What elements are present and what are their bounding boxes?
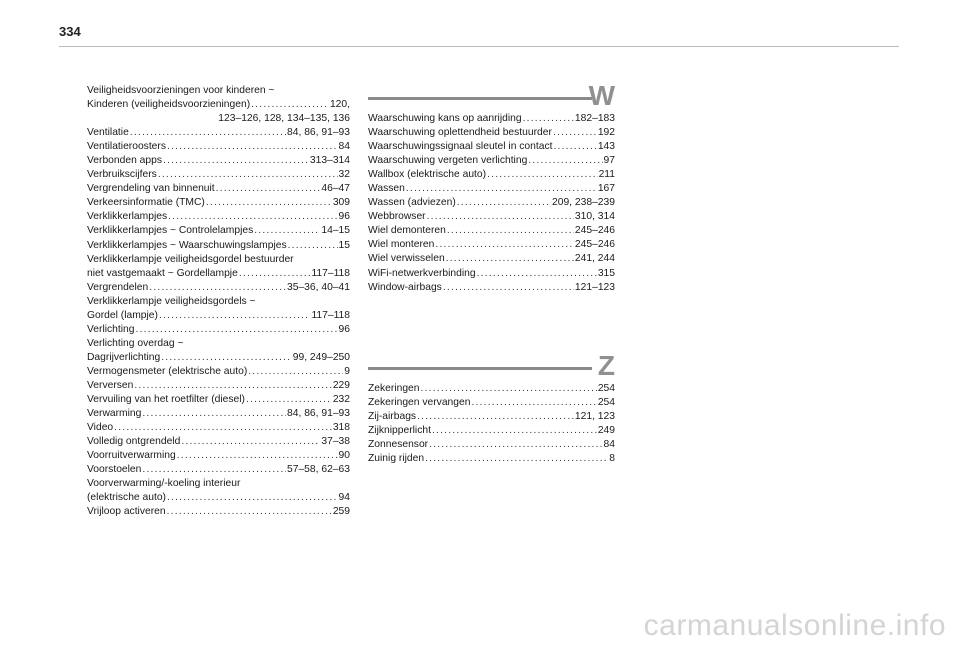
index-entry-term: Waarschuwingssignaal sleutel in contact xyxy=(368,141,553,153)
index-entry-row xyxy=(368,112,615,126)
index-entry xyxy=(368,224,615,238)
index-entry-row xyxy=(368,396,615,410)
dot-leader xyxy=(142,463,286,477)
index-entry-row xyxy=(368,238,615,252)
index-entry-heading: Verlichting overdag ~ xyxy=(87,337,184,349)
index-entry-term: Verwarming xyxy=(87,408,142,420)
index-entry-row xyxy=(368,267,615,281)
index-entry-pages: 94 xyxy=(338,492,350,504)
index-entry-row xyxy=(368,281,615,295)
index-entry-term: Zekeringen vervangen xyxy=(368,397,471,409)
index-entry-pages: 241, 244 xyxy=(574,253,615,265)
dot-leader xyxy=(167,140,338,154)
index-entry-pages: 9 xyxy=(344,365,350,377)
index-entry-row xyxy=(87,379,350,393)
dot-leader xyxy=(528,154,602,168)
index-entry xyxy=(87,463,350,477)
index-entry-pages: 90 xyxy=(338,450,350,462)
index-entry xyxy=(368,168,615,182)
index-entry xyxy=(368,281,615,295)
index-entry-term: Voorruitverwarming xyxy=(87,450,176,462)
index-entry xyxy=(368,154,615,168)
index-entry-pages: 318 xyxy=(332,422,350,434)
index-entry-term: niet vastgemaakt ~ Gordellampje xyxy=(87,267,238,279)
index-entry-term: Vervuiling van het roetfilter (diesel) xyxy=(87,394,245,406)
section-rule xyxy=(368,97,592,100)
section-header-z xyxy=(368,350,615,380)
index-entry-pages: 84 xyxy=(603,439,615,451)
index-entry-term: Zuinig rijden xyxy=(368,453,425,465)
index-entry xyxy=(87,239,350,253)
index-entry xyxy=(87,449,350,463)
index-entry-pages: 96 xyxy=(338,323,350,335)
index-entry-pages: 57–58, 62–63 xyxy=(287,464,350,476)
index-entry-term: Zij-airbags xyxy=(368,411,417,423)
dot-leader xyxy=(523,112,574,126)
index-entry-pages: 84, 86, 91–93 xyxy=(287,127,350,139)
index-entry-term: Wallbox (elektrische auto) xyxy=(368,169,487,181)
index-entry-row xyxy=(87,351,350,365)
dot-leader xyxy=(216,182,321,196)
index-entry xyxy=(368,438,615,452)
index-entry-row xyxy=(87,239,350,253)
index-entry-term: Dagrijverlichting xyxy=(87,351,161,363)
index-entry-pages: 121–123 xyxy=(574,281,615,293)
dot-leader xyxy=(149,281,286,295)
index-section-w xyxy=(368,112,615,295)
index-entry-row xyxy=(87,154,350,168)
index-entry-pages: 182–183 xyxy=(574,113,615,124)
index-entry-term: Waarschuwing kans op aanrijding xyxy=(368,113,522,124)
index-entry-term: Verklikkerlampjes ~ Waarschuwingslampjes xyxy=(87,239,287,251)
index-entry-pages: 315 xyxy=(597,267,615,279)
index-entry-term: Vergrendeling van binnenuit xyxy=(87,183,215,195)
dot-leader xyxy=(471,396,596,410)
index-entry-row xyxy=(87,210,350,224)
index-entry-row xyxy=(368,452,615,466)
index-entry-row xyxy=(87,267,350,281)
index-entry xyxy=(368,396,615,410)
index-entry-pages: 229 xyxy=(332,379,350,391)
index-entry-pages: 37–38 xyxy=(321,436,350,448)
dot-leader xyxy=(167,491,338,505)
index-entry-term: Verversen xyxy=(87,379,134,391)
index-entry-term: Waarschuwing oplettendheid bestuurder xyxy=(368,127,552,139)
index-entry-row xyxy=(87,281,350,295)
index-entry xyxy=(87,435,350,449)
index-entry-pages: 313–314 xyxy=(309,155,350,167)
index-entry-pages: 8 xyxy=(609,453,615,465)
dot-leader xyxy=(254,224,320,238)
index-entry-term: Verklikkerlampjes ~ Controlelampjes xyxy=(87,225,254,237)
index-entry-term: Verlichting xyxy=(87,323,135,335)
index-entry-row xyxy=(87,435,350,449)
index-entry-row xyxy=(87,449,350,463)
index-entry-row xyxy=(368,140,615,154)
index-entry-term: Verkeersinformatie (TMC) xyxy=(87,197,205,209)
dot-leader xyxy=(477,267,597,281)
dot-leader xyxy=(417,410,574,424)
index-entry-term: Volledig ontgrendeld xyxy=(87,436,181,448)
dot-leader xyxy=(443,281,574,295)
index-entry-row xyxy=(368,410,615,424)
index-entry-row xyxy=(87,505,350,519)
index-entry-row xyxy=(368,252,615,266)
index-entry-row xyxy=(87,491,350,505)
index-entry-pages: 211 xyxy=(598,169,615,181)
index-entry-pages: 96 xyxy=(338,211,350,223)
index-entry-term: Video xyxy=(87,422,114,434)
index-entry-row xyxy=(368,438,615,452)
index-entry-row xyxy=(87,309,350,323)
index-entry xyxy=(368,424,615,438)
index-entry-term: Vrijloop activeren xyxy=(87,506,166,518)
index-entry-heading: Veiligheidsvoorzieningen voor kinderen ~ xyxy=(87,85,275,96)
index-entry-term: Zonnesensor xyxy=(368,439,429,451)
index-entry-pages: 249 xyxy=(597,425,615,437)
dot-leader xyxy=(159,309,310,323)
index-entry-row xyxy=(87,421,350,435)
index-entry-heading: Voorverwarming/-koeling interieur xyxy=(87,478,241,490)
index-entry-row xyxy=(87,126,350,140)
index-entry-term: WiFi-netwerkverbinding xyxy=(368,267,476,279)
index-entry-pages: 143 xyxy=(597,141,615,153)
index-entry-term: (elektrische auto) xyxy=(87,492,166,504)
index-entry-pages: 14–15 xyxy=(321,225,350,237)
index-entry-row xyxy=(368,424,615,438)
index-entry xyxy=(368,210,615,224)
dot-leader xyxy=(406,182,597,196)
index-entry-pages: 99, 249–250 xyxy=(292,351,350,363)
index-entry xyxy=(87,210,350,224)
header-divider xyxy=(59,46,899,47)
index-entry-row xyxy=(368,126,615,140)
index-entry xyxy=(368,252,615,266)
dot-leader xyxy=(181,435,320,449)
dot-leader xyxy=(435,238,574,252)
index-entry xyxy=(87,196,350,210)
index-entry-row xyxy=(87,224,350,238)
index-entry xyxy=(368,267,615,281)
dot-leader xyxy=(553,126,597,140)
index-entry-row xyxy=(87,365,350,379)
index-entry-row xyxy=(87,323,350,337)
index-entry-term: Window-airbags xyxy=(368,281,442,293)
index-entry xyxy=(368,140,615,154)
dot-leader xyxy=(134,379,331,393)
index-entry-row xyxy=(368,224,615,238)
index-column-left xyxy=(87,84,350,519)
index-entry-pages: 232 xyxy=(332,394,350,406)
index-entry-pages: 254 xyxy=(597,397,615,409)
index-entry-pages-continued: 123–126, 128, 134–135, 136 xyxy=(218,113,350,125)
dot-leader xyxy=(136,323,338,337)
dot-leader xyxy=(158,168,338,182)
dot-leader xyxy=(432,424,597,438)
dot-leader xyxy=(246,393,332,407)
dot-leader xyxy=(425,452,608,466)
dot-leader xyxy=(288,239,338,253)
index-entry-term: Verbruikscijfers xyxy=(87,169,157,181)
index-entry-pages: 97 xyxy=(603,155,615,167)
index-entry-pages: 192 xyxy=(597,127,615,139)
index-entry xyxy=(87,224,350,238)
index-entry xyxy=(87,337,350,365)
index-entry xyxy=(87,295,350,323)
index-entry xyxy=(87,253,350,281)
index-entry-term: Wiel demonteren xyxy=(368,225,446,237)
dot-leader xyxy=(161,351,291,365)
index-entry xyxy=(87,154,350,168)
index-entry-term: Wiel verwisselen xyxy=(368,253,445,265)
dot-leader xyxy=(553,140,596,154)
section-rule xyxy=(368,367,592,370)
index-entry-term: Webbrowser xyxy=(368,211,426,223)
index-entry-term: Wassen xyxy=(368,183,405,195)
index-entry-term: Ventilatie xyxy=(87,127,129,139)
dot-leader xyxy=(177,449,338,463)
index-entry xyxy=(368,238,615,252)
index-entry-term: Kinderen (veiligheidsvoorzieningen) xyxy=(87,99,251,111)
section-header-w xyxy=(368,80,615,110)
index-entry-pages: 117–118 xyxy=(311,267,350,279)
index-entry-pages: 120, xyxy=(329,99,350,111)
index-entry xyxy=(368,382,615,396)
dot-leader xyxy=(206,196,332,210)
index-entry xyxy=(87,379,350,393)
index-entry-term: Zijknipperlicht xyxy=(368,425,431,437)
dot-leader xyxy=(239,267,311,281)
dot-leader xyxy=(142,407,286,421)
index-entry-heading: Verklikkerlampje veiligheidsgordel bestuurder xyxy=(87,253,294,265)
index-entry xyxy=(368,452,615,466)
index-entry xyxy=(87,323,350,337)
index-entry-term: Wassen (adviezen) xyxy=(368,197,456,209)
index-entry xyxy=(87,168,350,182)
index-entry-row xyxy=(368,182,615,196)
index-entry-pages: 245–246 xyxy=(574,239,615,251)
index-entry-heading: Verklikkerlampje veiligheidsgordels ~ xyxy=(87,295,256,307)
index-entry-pages: 245–246 xyxy=(574,225,615,237)
index-entry-term: Vermogensmeter (elektrische auto) xyxy=(87,365,248,377)
index-entry-row xyxy=(368,154,615,168)
index-entry-row xyxy=(87,182,350,196)
index-section-z xyxy=(368,382,615,466)
dot-leader xyxy=(168,210,337,224)
index-entry-pages: 254 xyxy=(597,383,615,394)
index-entry-pages: 309 xyxy=(332,197,350,209)
index-entry-term: Verbonden apps xyxy=(87,155,163,167)
dot-leader xyxy=(487,168,598,182)
index-entry xyxy=(368,196,615,210)
index-entry xyxy=(87,126,350,140)
section-letter-z: Z xyxy=(597,350,615,381)
index-entry-term: Voorstoelen xyxy=(87,464,142,476)
dot-leader xyxy=(163,154,309,168)
index-entry-row xyxy=(87,140,350,154)
index-entry xyxy=(87,421,350,435)
index-entry xyxy=(87,407,350,421)
index-entry-term: Waarschuwing vergeten verlichting xyxy=(368,155,528,167)
index-entry-pages: 209, 238–239 xyxy=(552,197,615,209)
index-entry-term: Gordel (lampje) xyxy=(87,309,158,321)
dot-leader xyxy=(114,421,332,435)
index-entry-row xyxy=(87,393,350,407)
index-entry xyxy=(87,477,350,505)
index-entry-row xyxy=(368,210,615,224)
index-entry-row xyxy=(87,407,350,421)
index-entry-pages: 35–36, 40–41 xyxy=(287,281,350,293)
page-number: 334 xyxy=(59,24,81,39)
index-entry-term: Ventilatieroosters xyxy=(87,141,166,153)
dot-leader xyxy=(130,126,286,140)
index-entry-pages: 259 xyxy=(332,506,350,518)
index-entry-row xyxy=(368,168,615,182)
index-entry-row xyxy=(87,168,350,182)
index-entry xyxy=(368,126,615,140)
index-entry-pages: 310, 314 xyxy=(574,211,615,223)
index-entry-pages: 32 xyxy=(338,169,350,181)
index-entry-pages: 46–47 xyxy=(321,183,350,195)
index-entry xyxy=(87,140,350,154)
index-entry-row xyxy=(87,98,350,112)
index-entry xyxy=(87,182,350,196)
dot-leader xyxy=(429,438,602,452)
index-entry xyxy=(87,84,350,126)
index-entry xyxy=(87,505,350,519)
index-entry-pages: 117–118 xyxy=(311,309,350,321)
dot-leader xyxy=(457,196,551,210)
dot-leader xyxy=(446,252,574,266)
index-entry-term: Verklikkerlampjes xyxy=(87,211,168,223)
index-entry-term: Wiel monteren xyxy=(368,239,435,251)
dot-leader xyxy=(251,98,329,112)
dot-leader xyxy=(421,382,597,396)
index-entry xyxy=(368,182,615,196)
index-entry-row xyxy=(87,463,350,477)
index-entry xyxy=(87,365,350,379)
index-entry-row xyxy=(87,196,350,210)
dot-leader xyxy=(447,224,574,238)
index-entry-pages: 121, 123 xyxy=(574,411,615,423)
index-entry-term: Zekeringen xyxy=(368,383,420,394)
watermark-logo: carmanualsonline.info xyxy=(643,609,946,642)
index-entry-pages: 84, 86, 91–93 xyxy=(287,408,350,420)
index-entry xyxy=(368,410,615,424)
index-entry xyxy=(87,281,350,295)
index-entry xyxy=(87,393,350,407)
index-entry-row xyxy=(368,382,615,396)
dot-leader xyxy=(427,210,574,224)
index-entry-term: Vergrendelen xyxy=(87,281,149,293)
index-entry xyxy=(368,112,615,126)
dot-leader xyxy=(167,505,332,519)
index-entry-pages: 167 xyxy=(597,183,615,195)
index-entry-pages: 15 xyxy=(338,239,350,251)
index-entry-row xyxy=(368,196,615,210)
index-entry-pages: 84 xyxy=(338,141,350,153)
dot-leader xyxy=(248,365,343,379)
section-letter-w: W xyxy=(588,80,615,111)
